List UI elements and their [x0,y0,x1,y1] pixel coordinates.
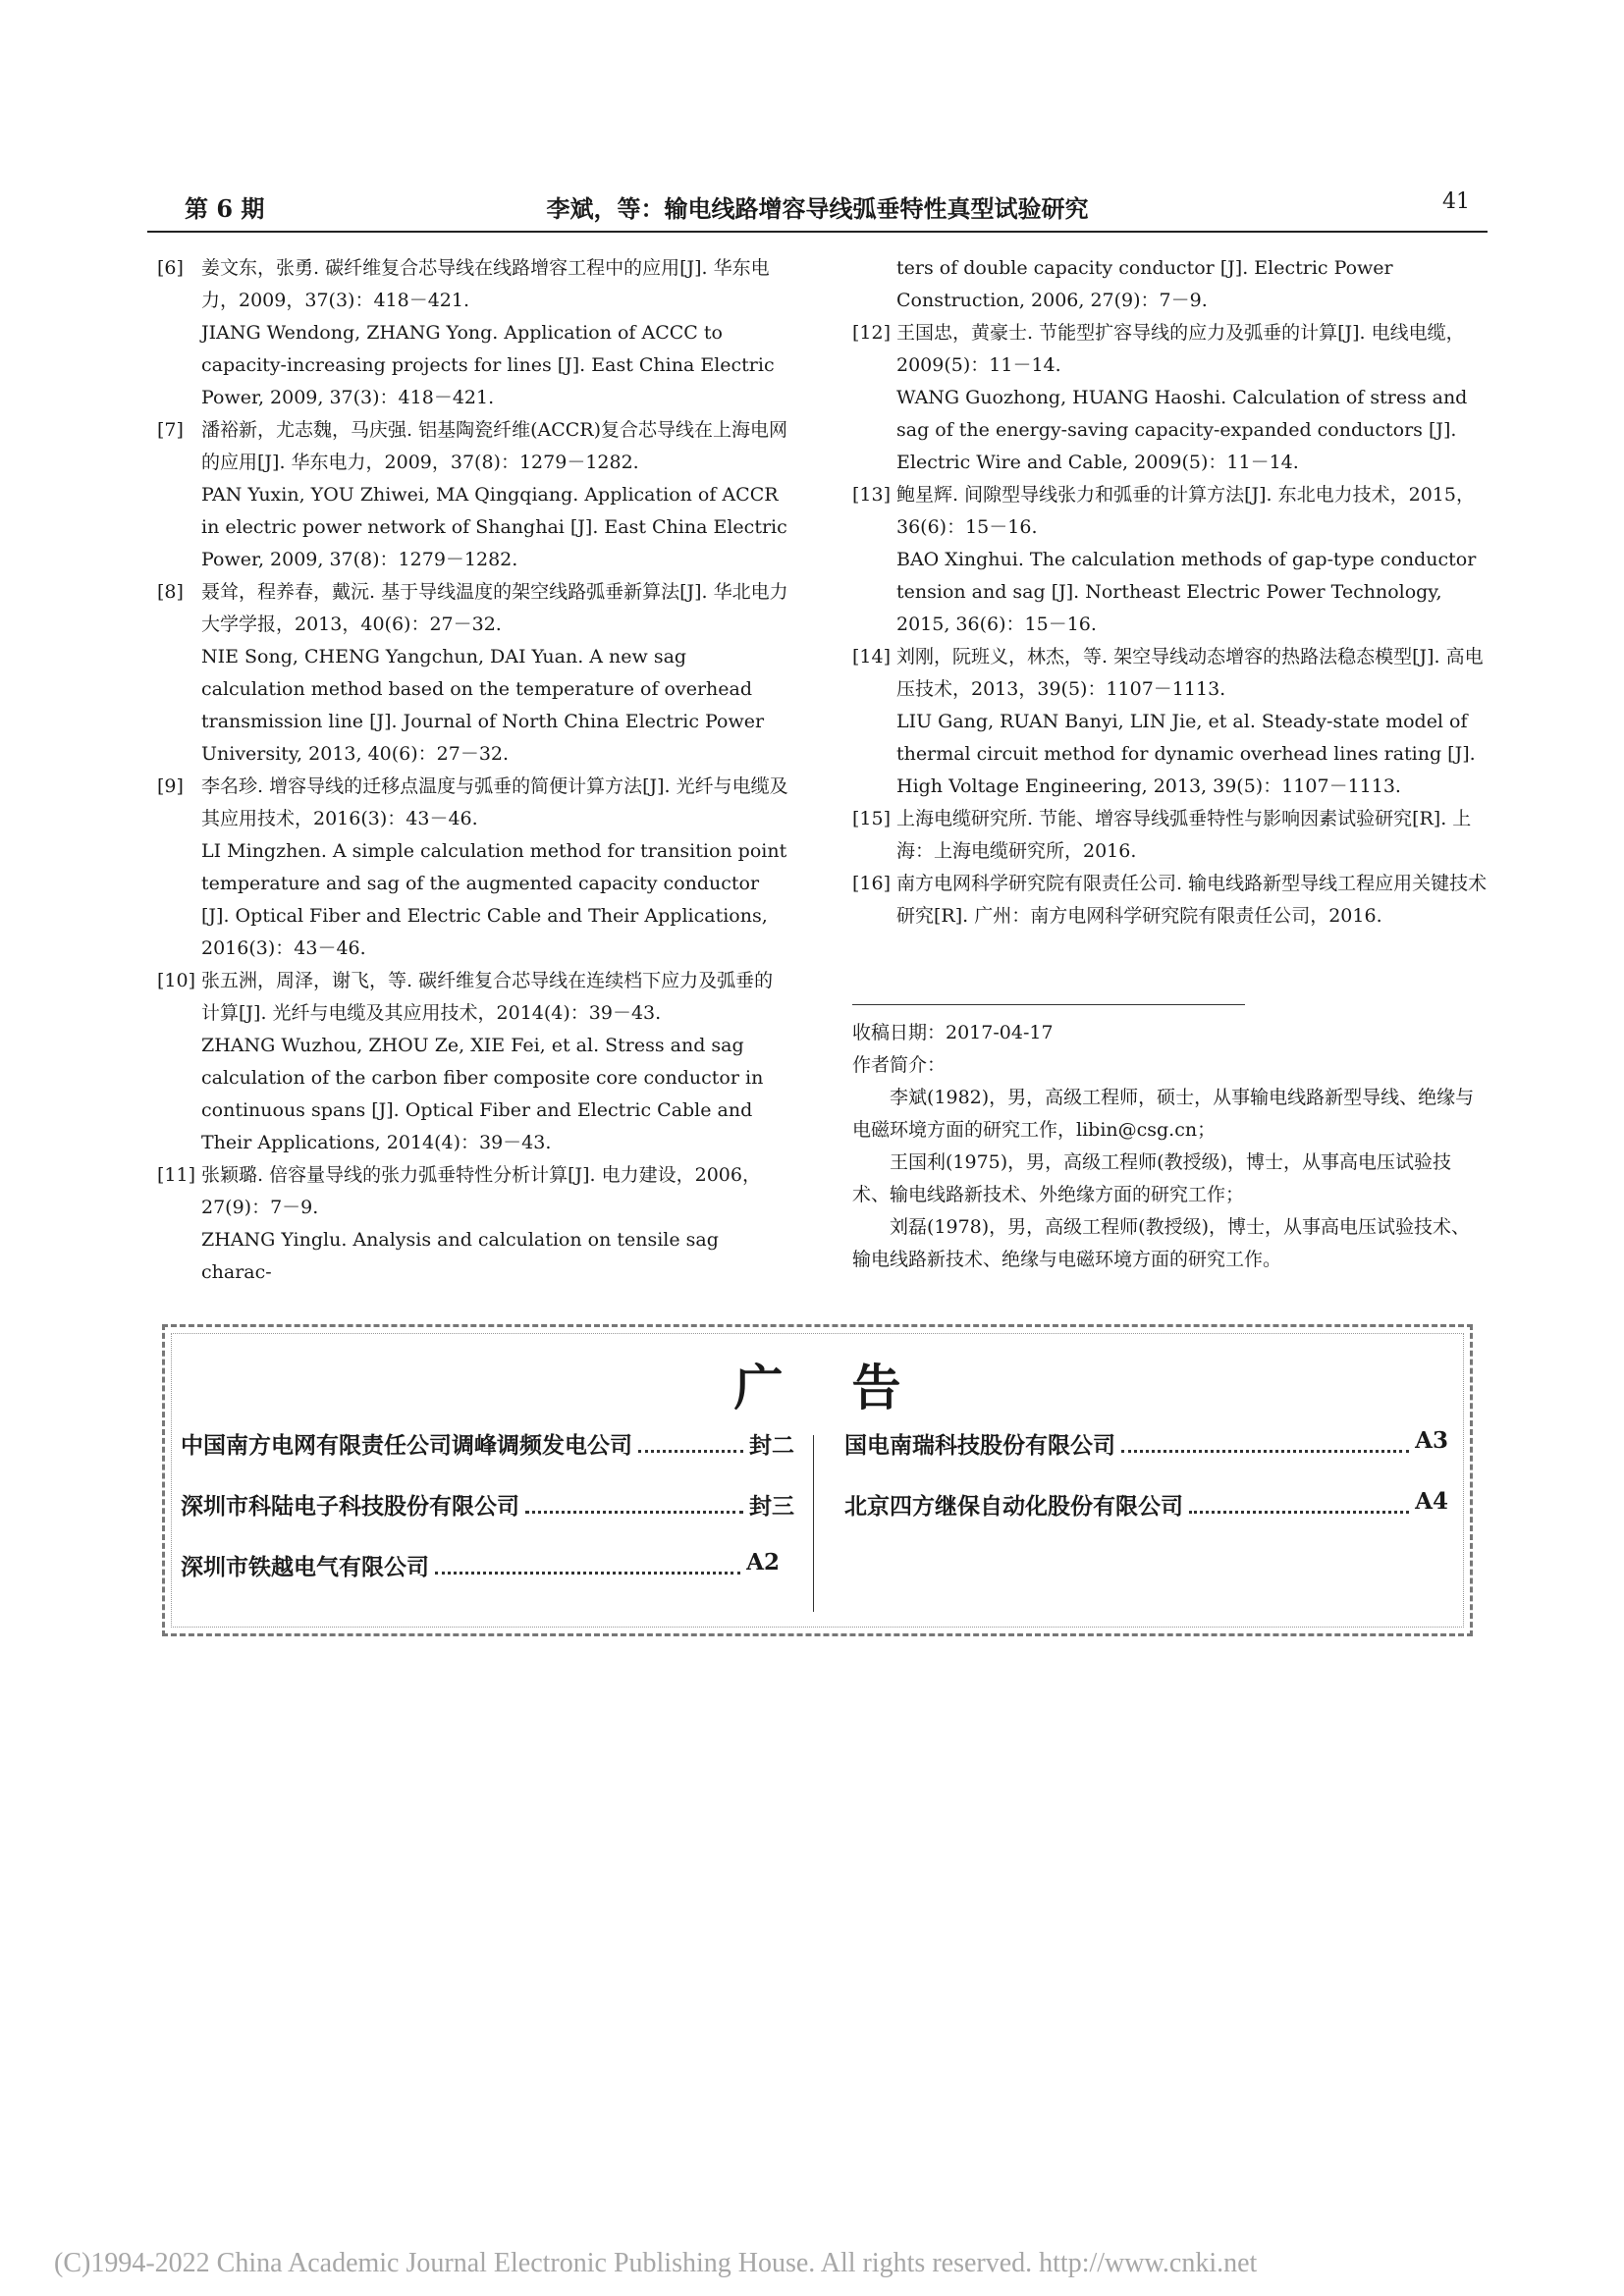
advertiser-page: 封二 [749,1432,794,1459]
page-number: 41 [1442,189,1470,214]
reference-item [852,317,1488,479]
reference-item [852,803,1488,868]
reference-continuation: ters of double capacity conductor [J]. Electric Power Construction, 2006, 27(9)：7－9. [896,257,1393,311]
advertiser-page: A2 [746,1549,780,1575]
advertiser-page: 封三 [749,1493,794,1520]
reference-number: [6] [157,257,184,279]
leader-dots [1189,1488,1409,1514]
reference-item [852,868,1488,933]
reference-number: [16] [852,873,892,894]
reference-en: JIANG Wendong, ZHANG Yong. Application of ACCC to capacity-increasing projects for lines [J]. East China Electric Power, 2009, 37(3)：418－421. [201,322,775,408]
reference-number: [14] [852,646,892,667]
reference-cn: 李名珍. 增容导线的迁移点温度与弧垂的简便计算方法[J]. 光纤与电缆及其应用技术，2016(3)：43－46. [201,775,788,829]
reference-number: [10] [157,970,196,991]
advertiser-page: A3 [1415,1427,1448,1454]
author-bio: 刘磊(1978)，男，高级工程师(教授级)，博士，从事高电压试验技术、输电线路新技术、绝缘与电磁环境方面的研究工作。 [852,1216,1471,1270]
advertiser-entry [844,1488,1448,1521]
reference-item [157,1159,790,1289]
advertiser-entry [181,1549,780,1581]
advertisement-index-box [162,1324,1473,1636]
reference-en: WANG Guozhong, HUANG Haoshi. Calculation of stress and sag of the energy-saving capacity-expanded conductors [J]. Electric Wire and Cable, 2009(5)：11－14. [896,387,1468,473]
reference-en: ZHANG Wuzhou, ZHOU Ze, XIE Fei, et al. Stress and sag calculation of the carbon fiber composite core conductor in continuous spans [J]. Optical Fiber and Electric Cable and Their Applications, 2014(4)：39－43. [201,1035,764,1153]
reference-item [852,641,1488,803]
reference-en: BAO Xinghui. The calculation methods of gap-type conductor tension and sag [J]. Northeast Electric Power Technology, 2015, 36(6)：15－16. [896,549,1477,635]
divider [813,1435,814,1612]
advertisement-title: 广告 [733,1359,970,1416]
authors-heading: 作者简介： [852,1054,947,1076]
reference-item [157,414,790,576]
received-date: 收稿日期：2017-04-17 [852,1022,1054,1043]
copyright-footer: (C)1994-2022 China Academic Journal Electronic Publishing House. All rights reserved. http://www.cnki.net [54,2248,1258,2278]
author-bio: 王国利(1975)，男，高级工程师(教授级)，博士，从事高电压试验技术、输电线路新技术、外绝缘方面的研究工作； [852,1151,1452,1205]
reference-item [157,252,790,414]
reference-number: [11] [157,1164,196,1186]
advertiser-entry [844,1427,1448,1460]
reference-cn: 上海电缆研究所. 节能、增容导线弧垂特性与影响因素试验研究[R]. 上海：上海电缆研究所，2016. [896,808,1472,862]
reference-number: [7] [157,419,184,441]
reference-cn: 聂耸，程养春，戴沅. 基于导线温度的架空线路弧垂新算法[J]. 华北电力大学学报，2013，40(6)：27－32. [201,581,788,635]
reference-number: [13] [852,484,892,506]
leader-dots [435,1549,740,1575]
references-left-column [157,252,790,1289]
advertiser-page: A4 [1415,1488,1448,1515]
advertiser-name: 北京四方继保自动化股份有限公司 [844,1493,1183,1520]
reference-cn: 姜文东，张勇. 碳纤维复合芯导线在线路增容工程中的应用[J]. 华东电力，2009，37(3)：418－421. [201,257,770,311]
advertiser-name: 中国南方电网有限责任公司调峰调频发电公司 [181,1432,632,1459]
reference-item [852,479,1488,641]
divider [852,1004,1245,1005]
reference-number: [15] [852,808,892,829]
reference-en: LI Mingzhen. A simple calculation method for transition point temperature and sag of the augmented capacity conductor [J]. Optical Fiber and Electric Cable and Their Applications, 2016(3)：43－46. [201,840,787,959]
advertiser-entry [181,1427,794,1460]
references-right-column [852,252,1488,933]
advertiser-name: 深圳市铁越电气有限公司 [181,1554,429,1580]
reference-cn: 王国忠，黄豪士. 节能型扩容导线的应力及弧垂的计算[J]. 电线电缆，2009(5)：11－14. [896,322,1465,376]
reference-en: PAN Yuxin, YOU Zhiwei, MA Qingqiang. Application of ACCR in electric power network of Shanghai [J]. East China Electric Power, 2009, 37(8)：1279－1282. [201,484,787,570]
reference-number: [9] [157,775,184,797]
reference-number: [8] [157,581,184,603]
reference-item [157,576,790,771]
reference-en: ZHANG Yinglu. Analysis and calculation on tensile sag charac- [201,1229,719,1283]
advertiser-name: 深圳市科陆电子科技股份有限公司 [181,1493,519,1520]
running-header [147,189,1488,233]
reference-cn: 南方电网科学研究院有限责任公司. 输电线路新型导线工程应用关键技术研究[R]. 广州：南方电网科学研究院有限责任公司，2016. [896,873,1488,927]
reference-cn: 潘裕新，尤志魏，马庆强. 铝基陶瓷纤维(ACCR)复合芯导线在上海电网的应用[J]. 华东电力，2009，37(8)：1279－1282. [201,419,788,473]
reference-en: NIE Song, CHENG Yangchun, DAI Yuan. A new sag calculation method based on the temperature of overhead transmission line [J]. Journal of North China Electric Power University, 2013, 40(6)：27－32. [201,646,765,765]
advertiser-name: 国电南瑞科技股份有限公司 [844,1432,1115,1459]
reference-item [157,771,790,965]
reference-item [157,965,790,1159]
reference-cn: 刘刚，阮班义，林杰，等. 架空导线动态增容的热路法稳态模型[J]. 高电压技术，2013，39(5)：1107－1113. [896,646,1484,700]
reference-en: LIU Gang, RUAN Banyi, LIN Jie, et al. Steady-state model of thermal circuit method for dynamic overhead lines rating [J]. High Voltage Engineering, 2013, 39(5)：1107－1113. [896,711,1476,797]
article-info [852,1004,1488,1276]
leader-dots [638,1427,743,1453]
leader-dots [525,1488,743,1514]
advertiser-entry [181,1488,794,1521]
reference-cn: 鲍星辉. 间隙型导线张力和弧垂的计算方法[J]. 东北电力技术，2015，36(6)：15－16. [896,484,1475,538]
leader-dots [1121,1427,1409,1453]
reference-number: [12] [852,322,892,344]
issue-number: 第 6 期 [185,194,265,223]
reference-cn: 张五洲，周泽，谢飞，等. 碳纤维复合芯导线在连续档下应力及弧垂的计算[J]. 光纤与电缆及其应用技术，2014(4)：39－43. [201,970,774,1024]
reference-cn: 张颖璐. 倍容量导线的张力弧垂特性分析计算[J]. 电力建设，2006，27(9)：7－9. [201,1164,761,1218]
running-title: 李斌，等：输电线路增容导线弧垂特性真型试验研究 [546,194,1089,223]
author-bio: 李斌(1982)，男，高级工程师，硕士，从事输电线路新型导线、绝缘与电磁环境方面的研究工作，libin@csg.cn； [852,1087,1475,1141]
